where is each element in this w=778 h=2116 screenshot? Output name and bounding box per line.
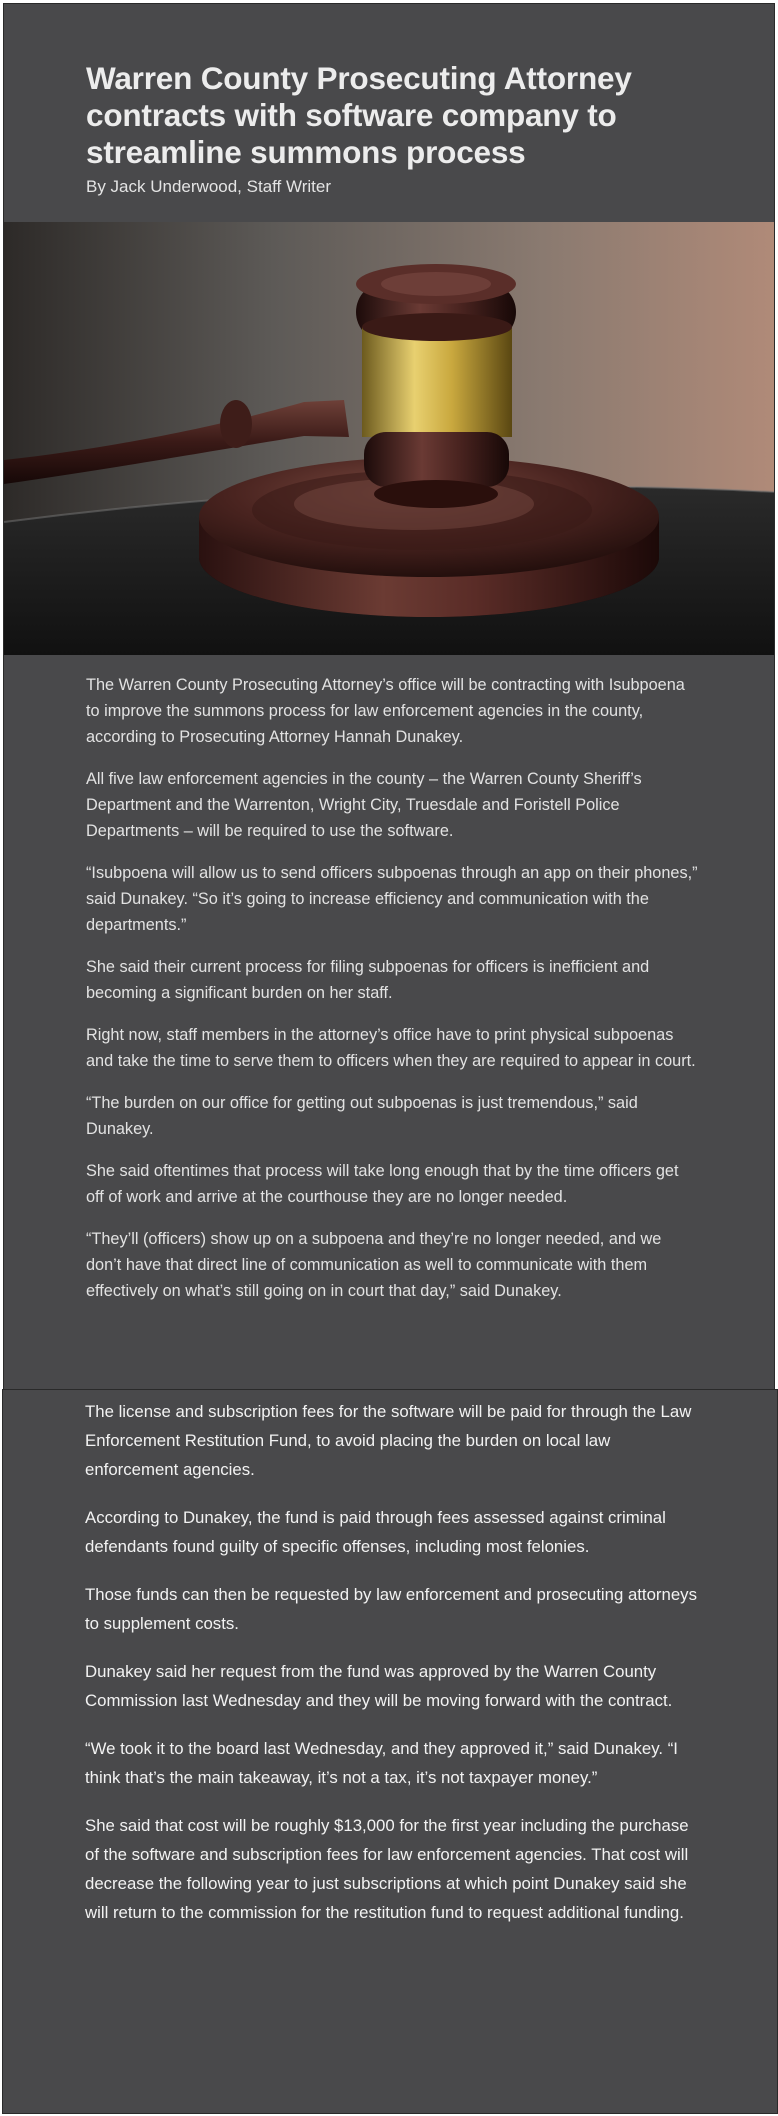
paragraph: She said oftentimes that process will take long enough that by the time officers get off of work and arrive at the courthouse they are no longer needed. bbox=[86, 1162, 679, 1206]
paragraph: Right now, staff members in the attorney’s office have to print physical subpoenas and take the time to serve them to officers when they are required to appear in court. bbox=[86, 1026, 696, 1070]
article-body-part1 bbox=[86, 672, 698, 1320]
article-byline: By Jack Underwood, Staff Writer bbox=[86, 177, 332, 196]
paragraph: According to Dunakey, the fund is paid through fees assessed against criminal defendants found guilty of specific offenses, including most felonies. bbox=[85, 1508, 666, 1556]
paragraph: She said their current process for filing subpoenas for officers is inefficient and becoming a significant burden on her staff. bbox=[86, 958, 650, 1002]
paragraph: Dunakey said her request from the fund was approved by the Warren County Commission last Wednesday and they will be moving forward with the contract. bbox=[85, 1662, 673, 1710]
article-screenshot-top bbox=[3, 3, 775, 1390]
gavel-photo bbox=[4, 222, 774, 655]
paragraph: Those funds can then be requested by law enforcement and prosecuting attorneys to supplement costs. bbox=[85, 1585, 697, 1633]
paragraph: All five law enforcement agencies in the county – the Warren County Sheriff’s Department and the Warrenton, Wright City, Truesdale and Foristell Police Departments – will be required to use the software. bbox=[86, 770, 642, 840]
paragraph: “We took it to the board last Wednesday, and they approved it,” said Dunakey. “I think that’s the main takeaway, it’s not a tax, it’s not taxpayer money.” bbox=[85, 1739, 678, 1787]
article-headline: Warren County Prosecuting Attorney contracts with software company to streamline summons process bbox=[86, 60, 632, 170]
article-body-part2 bbox=[85, 1397, 697, 1946]
paragraph: “Isubpoena will allow us to send officers subpoenas through an app on their phones,” said Dunakey. “So it’s going to increase efficiency and communication with the departments.” bbox=[86, 864, 698, 934]
paragraph: “The burden on our office for getting out subpoenas is just tremendous,” said Dunakey. bbox=[86, 1094, 638, 1138]
article-screenshot-bottom bbox=[2, 1389, 778, 2114]
paragraph: “They’ll (officers) show up on a subpoena and they’re no longer needed, and we don’t have that direct line of communication as well to communicate with them effectively on what’s still going on in court that day,” said Dunakey. bbox=[86, 1230, 662, 1300]
paragraph: She said that cost will be roughly $13,000 for the first year including the purchase of the software and subscription fees for law enforcement agencies. That cost will decrease the following year to just subscriptions at which point Dunakey said she will return to the commission for the restitution fund to request additional funding. bbox=[85, 1816, 689, 1922]
paragraph: The Warren County Prosecuting Attorney’s office will be contracting with Isubpoena to improve the summons process for law enforcement agencies in the county, according to Prosecuting Attorney Hannah Dunakey. bbox=[86, 676, 685, 746]
paragraph: The license and subscription fees for the software will be paid for through the Law Enforcement Restitution Fund, to avoid placing the burden on local law enforcement agencies. bbox=[85, 1402, 692, 1479]
